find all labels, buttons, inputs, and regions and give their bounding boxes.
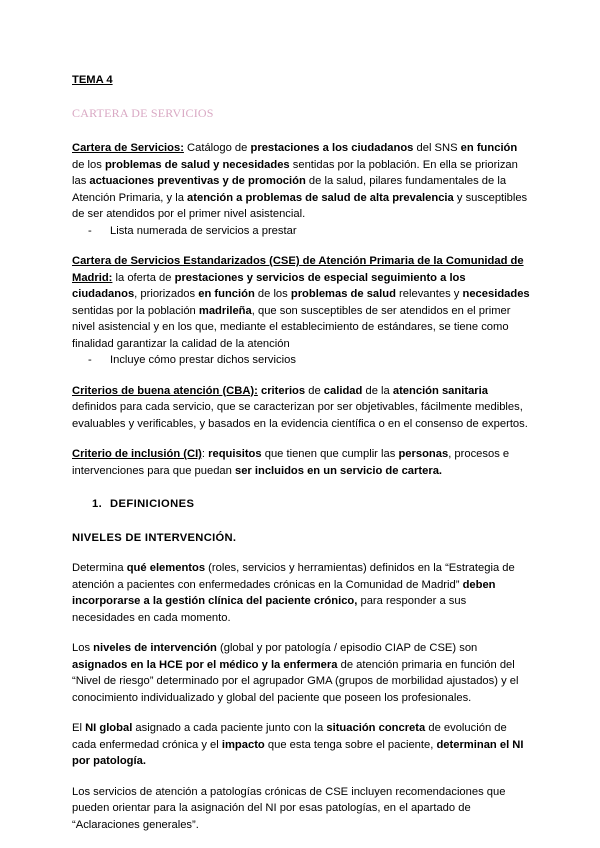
paragraph-niveles: Los niveles de intervención (global y por patología / episodio CIAP de CSE) son asignados en la HCE por el médico y la enfermera de atención primaria en función del “Nivel de riesgo” determinado por el agrupador GMA (grupos de morbilidad ajustados) y el conocimiento individualizado y global del paciente que poseen los profesionales.	[72, 642, 519, 704]
bullet-item: - Incluye cómo prestar dichos servicios	[72, 352, 530, 369]
term: Criterio de inclusión (CI)	[72, 448, 202, 460]
paragraph-ni-global: El NI global asignado a cada paciente junto con la situación concreta de evolución de cada enfermedad crónica y el impacto que esta tenga sobre el paciente, determinan el NI por patología.	[72, 722, 524, 767]
document-page	[72, 72, 530, 833]
paragraph-determina: Determina qué elementos (roles, servicios y herramientas) definidos en la “Estrategia de atención a pacientes con enfermedades crónicas en la Comunidad de Madrid” deben incorporarse a la gestión clínica del paciente crónico, para responder a sus necesidades en cada momento.	[72, 562, 515, 624]
term: Criterios de buena atención (CBA):	[72, 384, 258, 397]
niveles-title: NIVELES DE INTERVENCIÓN.	[72, 531, 237, 544]
page-heading: TEMA 4	[72, 74, 113, 86]
term: Cartera de Servicios Estandarizados (CSE) de Atención Primaria de la Comunidad de Madrid:	[72, 255, 524, 284]
definition-cse: Cartera de Servicios Estandarizados (CSE) de Atención Primaria de la Comunidad de Madrid: la oferta de prestaciones y servicios de especial seguimiento a los ciudadanos, priorizados en función de los problemas de salud relevantes y necesidades sentidas por la población madrileña, que son susceptibles de ser atendidos en el primer nivel asistencial y en los que, mediante el establecimiento de estándares, se tiene como finalidad garantizar la calidad de la atención	[72, 255, 530, 350]
paragraph-servicios: Los servicios de atención a patologías crónicas de CSE incluyen recomendaciones que pueden orientar para la asignación del NI por esas patologías, en el apartado de “Aclaraciones generales”.	[72, 785, 506, 831]
section-subheading: CARTERA DE SERVICIOS	[72, 105, 214, 120]
definition-cartera-servicios: Cartera de Servicios: Catálogo de prestaciones a los ciudadanos del SNS en función de los problemas de salud y necesidades sentidas por la población. En ella se priorizan las actuaciones preventivas y de promoción de la salud, pilares fundamentales de la Atención Primaria, y la atención a problemas de salud de alta prevalencia y susceptibles de ser atendidos por el primer nivel asistencial.	[72, 142, 528, 220]
section-heading-definiciones: 1. DEFINICIONES	[92, 498, 195, 510]
bullet-item: - Lista numerada de servicios a prestar	[72, 223, 530, 240]
definition-cba: Criterios de buena atención (CBA): criterios de calidad de la atención sanitaria definidos para cada servicio, que se caracterizan por ser objetivables, fácilmente medibles, evaluables y verificables, y basados en la evidencia científica o en el consenso de expertos.	[72, 384, 528, 430]
definition-ci: Criterio de inclusión (CI): requisitos que tienen que cumplir las personas, procesos e intervenciones para que puedan ser incluidos en un servicio de cartera.	[72, 448, 510, 477]
term: Cartera de Servicios:	[72, 142, 184, 154]
